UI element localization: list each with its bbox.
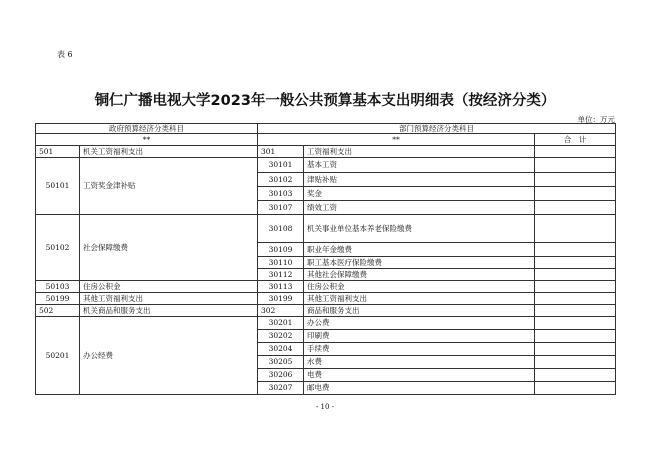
amount-cell [535, 293, 616, 305]
header-total: 合 计 [535, 134, 616, 146]
dept-code: 30107 [258, 201, 304, 215]
dept-code: 30201 [258, 317, 304, 330]
gov-code: 50201 [36, 317, 80, 395]
amount-cell [535, 369, 616, 382]
dept-name: 工资福利支出 [304, 146, 535, 158]
amount-cell [535, 158, 616, 173]
amount-cell [535, 173, 616, 187]
dept-code: 30199 [258, 293, 304, 305]
table-row [36, 317, 616, 330]
dept-name: 津贴补贴 [304, 173, 535, 187]
dept-name: 其他社会保障缴费 [304, 269, 535, 281]
gov-name: 住房公积金 [80, 281, 258, 293]
gov-name: 社会保障缴费 [80, 215, 258, 281]
amount-cell [535, 187, 616, 201]
dept-name: 绩效工资 [304, 201, 535, 215]
dept-name: 办公费 [304, 317, 535, 330]
dept-code: 30202 [258, 330, 304, 343]
table-row [36, 215, 616, 243]
amount-cell [535, 382, 616, 395]
table-row [36, 293, 616, 305]
dept-name: 基本工资 [304, 158, 535, 173]
gov-code: 501 [36, 146, 80, 158]
dept-code: 30204 [258, 343, 304, 356]
amount-cell [535, 269, 616, 281]
budget-table [35, 123, 616, 395]
dept-name: 商品和服务支出 [304, 305, 535, 317]
gov-code: 50101 [36, 158, 80, 215]
table-row [36, 281, 616, 293]
dept-code: 301 [258, 146, 304, 158]
gov-name: 机关商品和服务支出 [80, 305, 258, 317]
amount-cell [535, 215, 616, 243]
unit-label: 单位：万元 [577, 115, 615, 124]
gov-code: 50199 [36, 293, 80, 305]
amount-cell [535, 243, 616, 257]
dept-code: 30101 [258, 158, 304, 173]
dept-code: 30205 [258, 356, 304, 369]
dept-name: 职工基本医疗保险缴费 [304, 257, 535, 269]
gov-code: 502 [36, 305, 80, 317]
dept-name: 职业年金缴费 [304, 243, 535, 257]
amount-cell [535, 281, 616, 293]
amount-cell [535, 356, 616, 369]
page-title: 铜仁广播电视大学2023年一般公共预算基本支出明细表（按经济分类） [94, 93, 556, 109]
dept-name: 电费 [304, 369, 535, 382]
amount-cell [535, 317, 616, 330]
dept-name: 其他工资福利支出 [304, 293, 535, 305]
dept-name: 印刷费 [304, 330, 535, 343]
gov-name: 办公经费 [80, 317, 258, 395]
dept-name: 住房公积金 [304, 281, 535, 293]
amount-cell [535, 343, 616, 356]
dept-code: 30108 [258, 215, 304, 243]
dept-name: 水费 [304, 356, 535, 369]
table-row [36, 158, 616, 173]
amount-cell [535, 305, 616, 317]
dept-code: 30109 [258, 243, 304, 257]
table-row [36, 305, 616, 317]
header-gov-class: 政府预算经济分类科目 [36, 124, 258, 134]
gov-name: 其他工资福利支出 [80, 293, 258, 305]
dept-name: 邮电费 [304, 382, 535, 395]
dept-name: 手续费 [304, 343, 535, 356]
gov-name: 机关工资福利支出 [80, 146, 258, 158]
gov-name: 工资奖金津补贴 [80, 158, 258, 215]
amount-cell [535, 257, 616, 269]
dept-code: 30110 [258, 257, 304, 269]
dept-code: 30206 [258, 369, 304, 382]
header-stars-left: ** [36, 134, 258, 146]
header-stars-right: ** [258, 134, 535, 146]
gov-code: 50102 [36, 215, 80, 281]
dept-code: 30102 [258, 173, 304, 187]
dept-code: 30112 [258, 269, 304, 281]
page-number: - 10 - [315, 403, 335, 411]
dept-name: 奖金 [304, 187, 535, 201]
gov-code: 50103 [36, 281, 80, 293]
amount-cell [535, 201, 616, 215]
dept-code: 30103 [258, 187, 304, 201]
dept-code: 30113 [258, 281, 304, 293]
dept-name: 机关事业单位基本养老保险缴费 [304, 215, 535, 243]
header-dept-class: 部门预算经济分类科目 [258, 124, 616, 134]
dept-code: 30207 [258, 382, 304, 395]
amount-cell [535, 330, 616, 343]
table-row [36, 146, 616, 158]
table-number: 表 6 [57, 50, 73, 59]
amount-cell [535, 146, 616, 158]
dept-code: 302 [258, 305, 304, 317]
